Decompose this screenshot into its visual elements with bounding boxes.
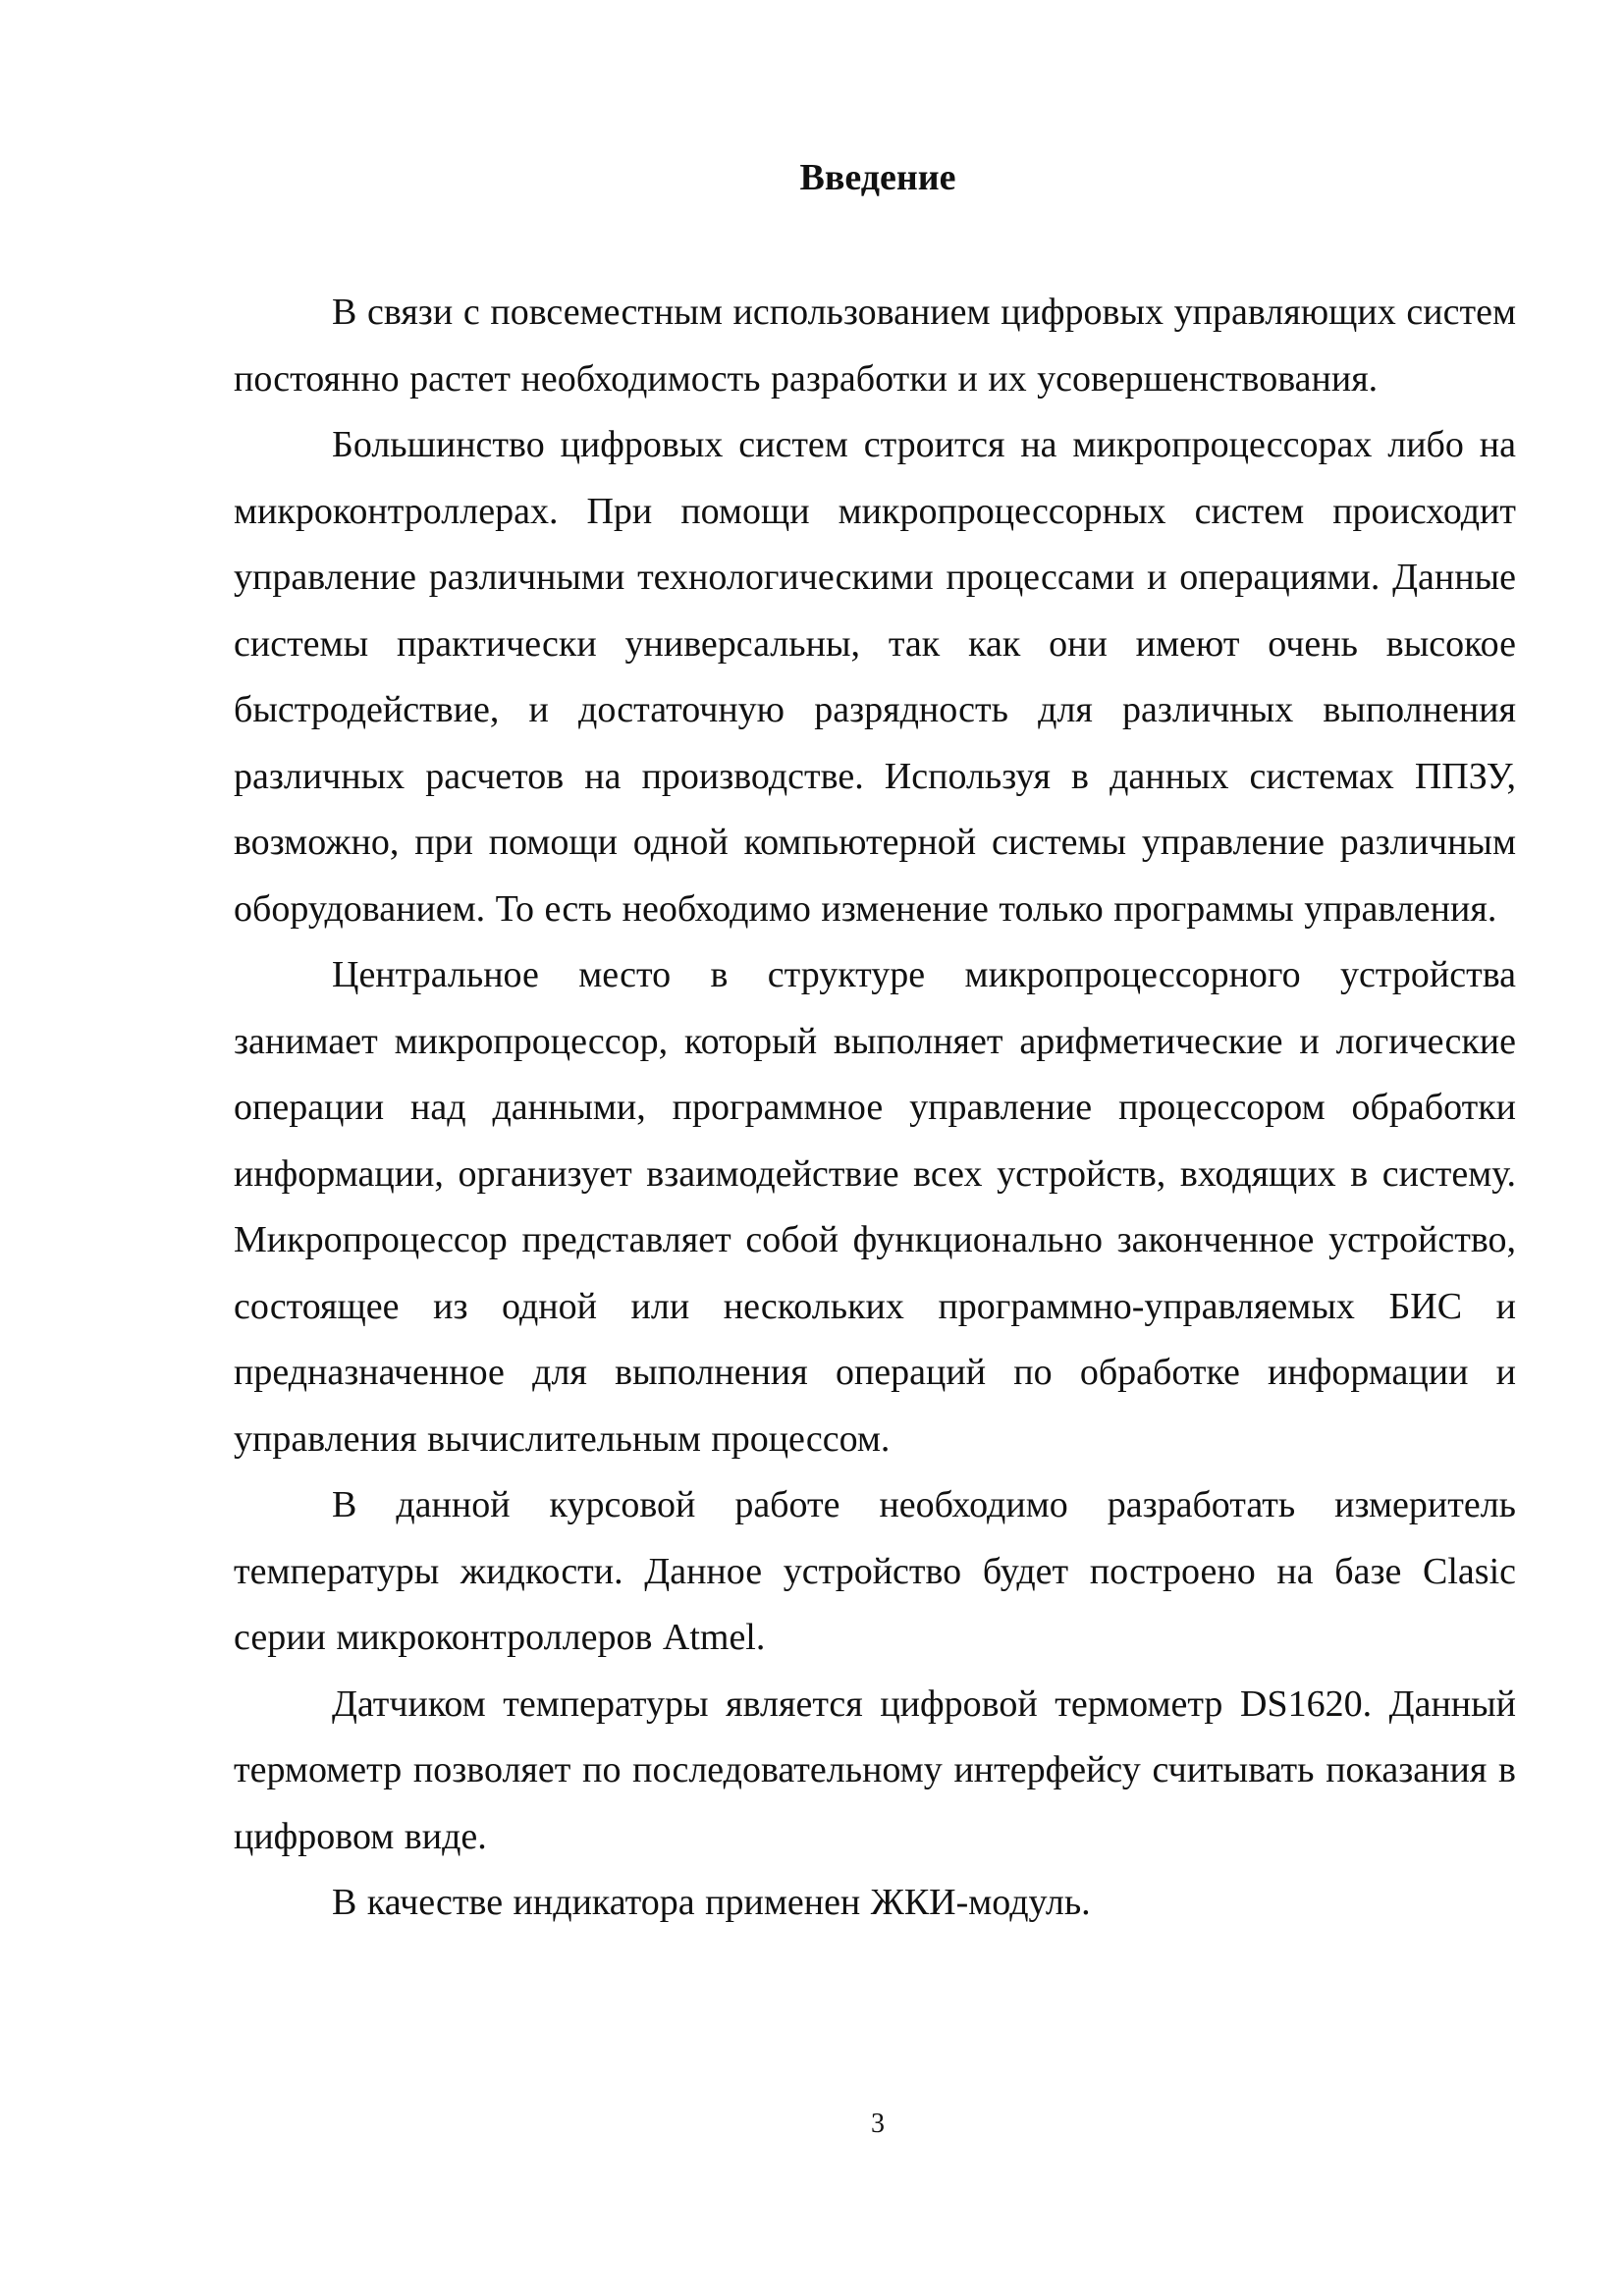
body-text <box>234 280 1516 1937</box>
page-title: Введение <box>799 157 956 198</box>
paragraph-6: В качестве индикатора применен ЖКИ-модуль. <box>332 1882 1091 1923</box>
paragraph-4: В данной курсовой работе необходимо разработать измеритель температуры жидкости. Данное устройство будет построено на базе Clasic серии микроконтроллеров Atmel. <box>234 1484 1516 1658</box>
paragraph-3: Центральное место в структуре микропроцессорного устройства занимает микропроцессор, который выполняет арифметические и логические операции над данными, программное управление процессором обработки информации, организует взаимодействие всех устройств, входящих в систему. Микропроцессор представляет собой функционально законченное устройство, состоящее из одной или нескольких программно-управляемых БИС и предназначенное для выполнения операций по обработке информации и управления вычислительным процессом. <box>234 954 1516 1460</box>
paragraph-1: В связи с повсеместным использованием цифровых управляющих систем постоянно растет необходимость разработки и их усовершенствования. <box>234 292 1516 400</box>
paragraph-2: Большинство цифровых систем строится на микропроцессорах либо на микроконтроллерах. При помощи микропроцессорных систем происходит управление различными технологическими процессами и операциями. Данные системы практически универсальны, так как они имеют очень высокое быстродействие, и достаточную разрядность для различных выполнения различных расчетов на производстве. Используя в данных системах ППЗУ, возможно, при помощи одной компьютерной системы управление различным оборудованием. То есть необходимо изменение только программы управления. <box>234 424 1516 930</box>
paragraph-5: Датчиком температуры является цифровой термометр DS1620. Данный термометр позволяет по последовательному интерфейсу считывать показания в цифровом виде. <box>234 1682 1516 1857</box>
page-number: 3 <box>871 2109 885 2139</box>
